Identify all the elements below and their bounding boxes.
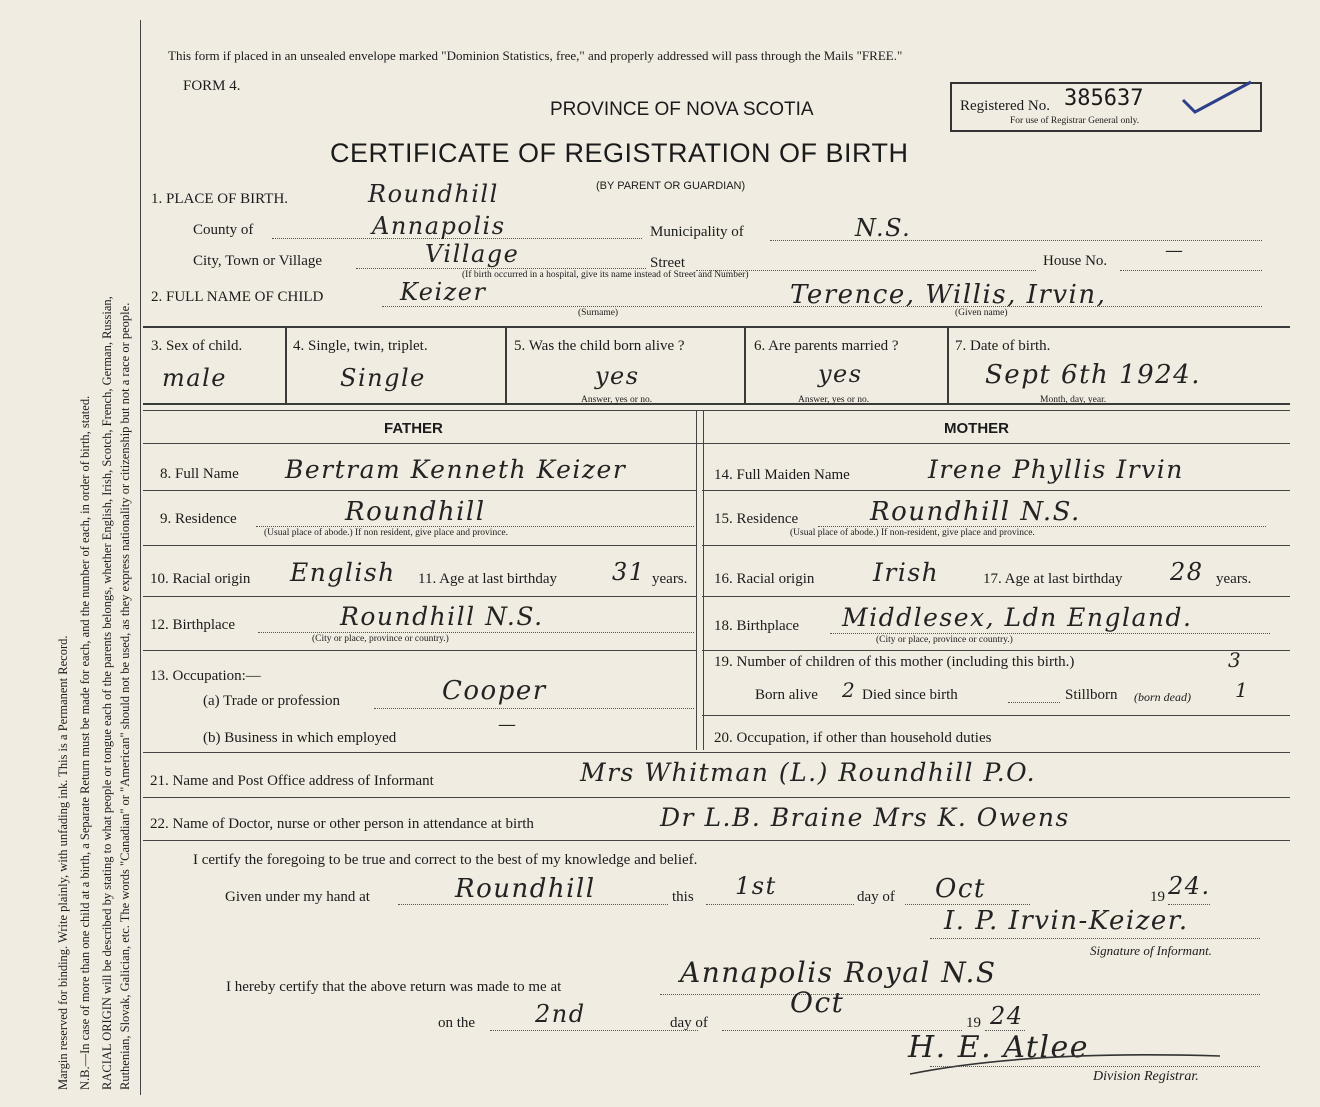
mail-note: This form if placed in an unsealed envelope marked "Dominion Statistics, free," and properly addressed will pass through the Mails "FREE." (168, 48, 903, 63)
registrar-place-value: Annapolis Royal N.S (680, 956, 997, 989)
city-value: Village (425, 240, 520, 268)
father-name-label: 8. Full Name (160, 466, 239, 482)
house-label: House No. (1043, 253, 1108, 269)
city-line (356, 268, 646, 269)
child-surname: Keizer (400, 278, 487, 306)
doctor-value: Dr L.B. Braine Mrs K. Owens (660, 803, 1070, 832)
child-name-label: 2. FULL NAME OF CHILD (151, 289, 324, 305)
rule-father-12 (143, 650, 696, 651)
street-label: Street (650, 255, 685, 271)
father-business-label: (b) Business in which employed (203, 730, 397, 746)
mother-residence-note: (Usual place of abode.) If non-resident, give place and province. (790, 528, 1035, 538)
informant-signature-label: Signature of Informant. (1090, 943, 1212, 958)
father-trade-label: (a) Trade or profession (203, 693, 341, 709)
given-place-line (398, 904, 668, 905)
year-value: 24. (1168, 872, 1211, 900)
father-racial-value: English (290, 558, 396, 587)
father-years-label: years. (652, 571, 688, 587)
mother-birthplace-label: 18. Birthplace (714, 618, 799, 634)
margin-note-binding: Margin reserved for binding. Write plainly, with unfading ink. This is a Permanent Record. (56, 635, 70, 1090)
informant-signature-line (930, 938, 1260, 939)
rule-mother-15 (702, 545, 1290, 546)
municipality-value: N.S. (855, 214, 912, 242)
informant-label: 21. Name and Post Office address of Informant (150, 773, 434, 789)
rule-parents-bottom (143, 752, 1290, 753)
rule-mother-16 (702, 596, 1290, 597)
mother-age-value: 28 (1170, 558, 1204, 586)
form-number: FORM 4. (183, 78, 241, 94)
parents-married-label: 6. Are parents married ? (754, 338, 899, 354)
mother-age-label: 17. Age at last birthday (983, 571, 1123, 587)
mother-residence-label: 15. Residence (714, 511, 799, 527)
rule-col-5 (744, 326, 746, 403)
rule-father-10 (143, 596, 696, 597)
sex-label: 3. Sex of child. (151, 338, 243, 354)
mother-racial-label: 16. Racial origin (714, 571, 815, 587)
mother-heading: MOTHER (944, 420, 1009, 437)
check-mark-icon (1177, 78, 1257, 118)
rule-doctor (143, 840, 1290, 841)
rule-parents-top (143, 410, 1290, 411)
rule-col-3 (285, 326, 287, 403)
rule-parents-heading (143, 443, 1290, 444)
mother-name-value: Irene Phyllis Irvin (928, 455, 1184, 484)
informant-value: Mrs Whitman (L.) Roundhill P.O. (580, 758, 1037, 787)
mother-birthplace-note: (City or place, province or country.) (876, 635, 1013, 645)
registrar-signature-line (930, 1066, 1260, 1067)
mother-birthplace-value: Middlesex, Ldn England. (842, 603, 1193, 632)
date-of-birth-label: 7. Date of birth. (955, 338, 1051, 354)
father-age-value: 31 (612, 558, 646, 586)
date-of-birth-value: Sept 6th 1924. (985, 360, 1201, 390)
born-alive-count-label: Born alive (755, 687, 818, 703)
day-value: 1st (735, 872, 777, 900)
margin-note-racial-origin: RACIAL ORIGIN will be described by stating to what people or tongue each of the parents belongs, whether English, Irish, Scotch, French, German, Russian, (100, 296, 114, 1090)
died-since-birth-line (1008, 702, 1060, 703)
stillborn-note: (born dead) (1134, 690, 1191, 704)
day-of-label: day of (857, 889, 895, 905)
sex-value: male (162, 364, 227, 392)
reg-year-prefix: 19 (966, 1015, 981, 1031)
father-birthplace-value: Roundhill N.S. (340, 602, 544, 631)
reg-month-value: Oct (790, 986, 845, 1019)
hospital-note: (If birth occurred in a hospital, give its name instead of Street and Number) (462, 270, 749, 280)
father-heading: FATHER (384, 420, 443, 437)
rule-col-6 (947, 326, 949, 403)
certificate-title: CERTIFICATE OF REGISTRATION OF BIRTH (330, 138, 909, 168)
given-under-label: Given under my hand at (225, 889, 370, 905)
place-of-birth-value: Roundhill (368, 180, 499, 208)
registered-number: 385637 (1064, 86, 1144, 111)
rule-father-8 (143, 490, 696, 491)
county-value: Annapolis (372, 212, 506, 240)
father-name-value: Bertram Kenneth Keizer (285, 455, 627, 484)
reg-year-value: 24 (990, 1002, 1024, 1030)
municipality-line (770, 240, 1262, 241)
mother-name-label: 14. Full Maiden Name (714, 467, 850, 483)
registrar-place-line (660, 994, 1260, 995)
reg-day-value: 2nd (535, 1000, 586, 1028)
died-since-birth-label: Died since birth (862, 687, 958, 703)
county-label: County of (193, 222, 254, 238)
born-alive-value: yes (595, 362, 640, 390)
city-label: City, Town or Village (193, 253, 323, 269)
province-title: PROVINCE OF NOVA SCOTIA (550, 99, 814, 120)
father-birthplace-label: 12. Birthplace (150, 617, 235, 633)
father-birthplace-line (258, 632, 694, 633)
father-residence-note: (Usual place of abode.) If non resident, give place and province. (264, 528, 508, 538)
father-residence-value: Roundhill (345, 497, 486, 527)
rule-mother-18 (702, 650, 1290, 651)
father-racial-label: 10. Racial origin (150, 571, 251, 587)
plurality-value: Single (340, 364, 426, 392)
house-line (1120, 270, 1262, 271)
rule-parents-divider (696, 410, 704, 750)
father-trade-value: Cooper (442, 676, 547, 706)
father-occupation-label: 13. Occupation:— (150, 668, 261, 684)
registration-box (950, 82, 1262, 132)
mother-years-label: years. (1216, 571, 1252, 587)
father-age-label: 11. Age at last birthday (418, 571, 557, 587)
on-the-label: on the (438, 1015, 476, 1031)
this-label: this (672, 889, 694, 905)
registrar-statement: I hereby certify that the above return was made to me at (226, 979, 562, 995)
given-place-value: Roundhill (455, 874, 596, 904)
year-line (1168, 904, 1210, 905)
rule-row-3-top (143, 326, 1290, 328)
father-business-value: — (498, 714, 518, 735)
rule-mother-19 (702, 715, 1290, 716)
stillborn-label: Stillborn (1065, 687, 1118, 703)
mother-occupation-label: 20. Occupation, if other than household duties (714, 730, 992, 746)
parents-married-note: Answer, yes or no. (798, 395, 870, 405)
month-line (905, 904, 1030, 905)
doctor-label: 22. Name of Doctor, nurse or other person in attendance at birth (150, 816, 534, 832)
born-alive-count-value: 2 (842, 678, 857, 702)
date-of-birth-note: Month, day, year. (1040, 395, 1107, 405)
rule-col-4 (505, 326, 507, 403)
rule-mother-14 (702, 490, 1290, 491)
born-alive-note: Answer, yes or no. (581, 395, 653, 405)
month-value: Oct (935, 874, 986, 904)
registrar-signature: H. E. Atlee (908, 1030, 1090, 1065)
division-registrar-label: Division Registrar. (1093, 1069, 1199, 1084)
father-trade-line (374, 708, 694, 709)
father-residence-label: 9. Residence (160, 511, 237, 527)
mother-birthplace-line (830, 633, 1270, 634)
child-given-names: Terence, Willis, Irvin, (790, 280, 1107, 310)
reg-day-line (490, 1030, 698, 1031)
surname-note: (Surname) (578, 308, 619, 318)
certificate-subtitle: (BY PARENT OR GUARDIAN) (596, 180, 746, 192)
place-of-birth-label: 1. PLACE OF BIRTH. (151, 191, 289, 207)
parents-married-value: yes (818, 360, 863, 388)
born-alive-label: 5. Was the child born alive ? (514, 338, 685, 354)
margin-note-nationality: Ruthenian, Slovak, Galician, etc. The words "Canadian" or "American" should not be used, as they express nationality or citizenship but not a race or people. (118, 302, 132, 1090)
house-value: — (1165, 240, 1185, 261)
reg-day-of-label: day of (670, 1015, 708, 1031)
registrar-note: For use of Registrar General only. (1010, 116, 1140, 126)
municipality-label: Municipality of (650, 224, 744, 240)
given-name-note: (Given name) (955, 308, 1008, 318)
father-birthplace-note: (City or place, province or country.) (312, 634, 449, 644)
certification-statement: I certify the foregoing to be true and correct to the best of my knowledge and belief. (193, 852, 698, 868)
margin-note-separate-return: N.B.—In case of more than one child at a birth, a Separate Return must be made for each, and the number of each, in order of birth, stated. (78, 395, 92, 1090)
mother-racial-value: Irish (873, 558, 940, 587)
informant-signature: I. P. Irvin-Keizer. (944, 906, 1189, 936)
year-prefix: 19 (1150, 889, 1165, 905)
mother-residence-value: Roundhill N.S. (870, 497, 1081, 527)
mother-children-value: 3 (1228, 648, 1243, 672)
rule-father-9 (143, 545, 696, 546)
margin-border (140, 20, 141, 1095)
stillborn-value: 1 (1235, 678, 1250, 702)
rule-row-3-bottom (143, 403, 1290, 405)
day-line (706, 904, 854, 905)
rule-informant (143, 797, 1290, 798)
mother-children-label: 19. Number of children of this mother (including this birth.) (714, 654, 1075, 670)
registered-label: Registered No. (960, 98, 1050, 114)
plurality-label: 4. Single, twin, triplet. (293, 338, 428, 354)
